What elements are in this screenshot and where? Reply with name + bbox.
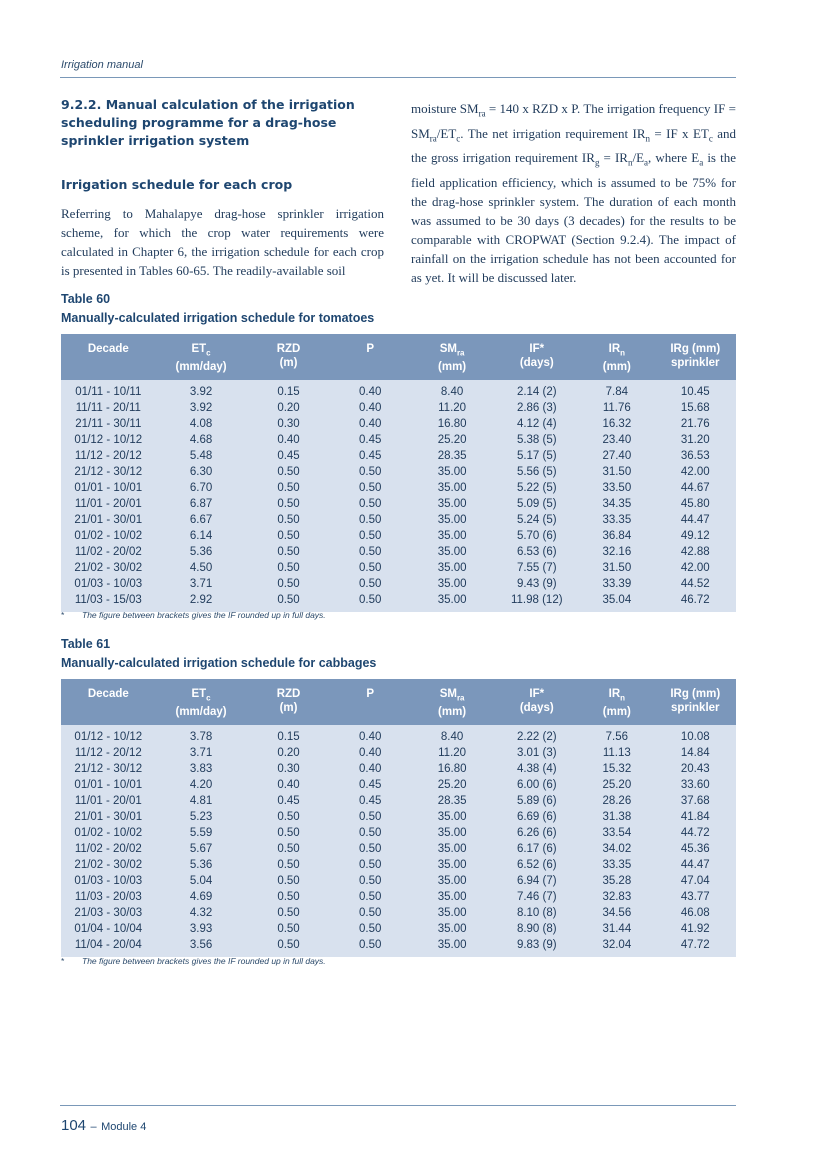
table-cell: 42.00 xyxy=(654,560,736,576)
table-cell: 9.83 (9) xyxy=(494,937,579,957)
table-cell: 3.92 xyxy=(156,380,247,400)
table-cell: 11/12 - 20/12 xyxy=(61,448,156,464)
table-cell: 14.84 xyxy=(654,745,736,761)
table-row xyxy=(61,400,736,416)
table-cell: 01/03 - 10/03 xyxy=(61,576,156,592)
table-cell: 35.04 xyxy=(579,592,654,612)
table-cell: 35.00 xyxy=(410,592,494,612)
column-header: $IR_n$ (mm) xyxy=(579,334,654,380)
table-61-label: Table 61 xyxy=(61,637,111,651)
table-cell: 5.36 xyxy=(156,544,247,560)
table-cell: 01/02 - 10/02 xyxy=(61,825,156,841)
table-cell: 35.00 xyxy=(410,464,494,480)
table-row xyxy=(61,921,736,937)
table-cell: 21/11 - 30/11 xyxy=(61,416,156,432)
table-body xyxy=(61,725,736,957)
table-row xyxy=(61,496,736,512)
table-cell: 0.20 xyxy=(246,745,330,761)
table-row xyxy=(61,841,736,857)
table-body xyxy=(61,380,736,612)
page-number: 104 xyxy=(61,1117,87,1134)
table-cell: 0.50 xyxy=(246,560,330,576)
table-cell: 0.50 xyxy=(331,841,410,857)
column-header: P xyxy=(331,334,410,380)
table-cell: 49.12 xyxy=(654,528,736,544)
table-cell: 11.20 xyxy=(410,400,494,416)
table-cell: 6.94 (7) xyxy=(494,873,579,889)
table-row xyxy=(61,576,736,592)
header-rule xyxy=(60,77,736,78)
table-cell: 35.28 xyxy=(579,873,654,889)
left-paragraph: Referring to Mahalapye drag-hose sprinkler irrigation scheme, for which the crop water requirements were calculated in Chapter 6, the irrigation schedule for each crop is presented in Tables 60-65. The readily-available soil xyxy=(61,206,384,278)
table-cell: 0.50 xyxy=(246,496,330,512)
table-cell: 3.01 (3) xyxy=(494,745,579,761)
table-60-block xyxy=(61,290,736,612)
table-cell: 5.59 xyxy=(156,825,247,841)
table-cell: 43.77 xyxy=(654,889,736,905)
column-header: $ET_c$ (mm/day) xyxy=(156,334,247,380)
column-header: P xyxy=(331,679,410,725)
table-cell: 0.45 xyxy=(331,777,410,793)
table-60-label: Table 60 xyxy=(61,292,111,306)
table-row xyxy=(61,560,736,576)
table-cell: 6.14 xyxy=(156,528,247,544)
right-column xyxy=(411,99,736,287)
table-row xyxy=(61,937,736,957)
column-header: $SM_{ra}$ (mm) xyxy=(410,334,494,380)
table-cell: 0.40 xyxy=(331,416,410,432)
table-cell: 0.40 xyxy=(331,725,410,745)
table-cell: 6.17 (6) xyxy=(494,841,579,857)
table-cell: 5.23 xyxy=(156,809,247,825)
table-cell: 35.00 xyxy=(410,576,494,592)
table-cell: 2.86 (3) xyxy=(494,400,579,416)
table-cell: 32.04 xyxy=(579,937,654,957)
table-cell: 44.72 xyxy=(654,825,736,841)
table-row xyxy=(61,905,736,921)
table-row xyxy=(61,544,736,560)
table-header-row xyxy=(61,334,736,380)
table-cell: 0.50 xyxy=(331,464,410,480)
table-cell: 3.71 xyxy=(156,576,247,592)
table-cell: 3.83 xyxy=(156,761,247,777)
column-header: $IR_n$ (mm) xyxy=(579,679,654,725)
table-cell: 16.32 xyxy=(579,416,654,432)
table-cell: 27.40 xyxy=(579,448,654,464)
table-cell: 31.38 xyxy=(579,809,654,825)
table-61-block xyxy=(61,635,736,957)
table-cell: 5.70 (6) xyxy=(494,528,579,544)
table-cell: 11/02 - 20/02 xyxy=(61,841,156,857)
table-cell: 28.35 xyxy=(410,448,494,464)
table-cell: 11/01 - 20/01 xyxy=(61,793,156,809)
table-cell: 5.67 xyxy=(156,841,247,857)
column-header: IF* (days) xyxy=(494,679,579,725)
table-row xyxy=(61,761,736,777)
table-cell: 34.02 xyxy=(579,841,654,857)
table-cell: 0.50 xyxy=(331,512,410,528)
table-cell: 4.12 (4) xyxy=(494,416,579,432)
table-row xyxy=(61,809,736,825)
table-cell: 33.50 xyxy=(579,480,654,496)
table-cell: 21/01 - 30/01 xyxy=(61,809,156,825)
section-heading: 9.2.2. Manual calculation of the irrigation scheduling programme for a drag-hose sprinkler irrigation system xyxy=(61,97,355,148)
table-cell: 35.00 xyxy=(410,937,494,957)
table-cell: 35.00 xyxy=(410,560,494,576)
table-cell: 10.45 xyxy=(654,380,736,400)
column-header: IRg (mm) sprinkler xyxy=(654,679,736,725)
column-header: IF* (days) xyxy=(494,334,579,380)
table-cell: 11/03 - 20/03 xyxy=(61,889,156,905)
table-cell: 42.88 xyxy=(654,544,736,560)
table-cell: 0.40 xyxy=(331,400,410,416)
table-cell: 0.50 xyxy=(331,937,410,957)
table-cell: 35.00 xyxy=(410,809,494,825)
column-header: RZD (m) xyxy=(246,679,330,725)
table-cell: 21/12 - 30/12 xyxy=(61,761,156,777)
table-cell: 11/03 - 15/03 xyxy=(61,592,156,612)
table-cell: 25.20 xyxy=(410,432,494,448)
table-cell: 35.00 xyxy=(410,512,494,528)
table-cell: 16.80 xyxy=(410,761,494,777)
table-cell: 47.04 xyxy=(654,873,736,889)
table-cell: 42.00 xyxy=(654,464,736,480)
table-cell: 0.50 xyxy=(246,937,330,957)
left-column xyxy=(61,96,384,280)
table-cell: 0.50 xyxy=(246,873,330,889)
table-row xyxy=(61,857,736,873)
table-cell: 37.68 xyxy=(654,793,736,809)
table-cell: 35.00 xyxy=(410,528,494,544)
table-cell: 0.50 xyxy=(331,592,410,612)
table-cell: 6.00 (6) xyxy=(494,777,579,793)
table-cell: 0.45 xyxy=(246,448,330,464)
table-row xyxy=(61,873,736,889)
table-cell: 0.50 xyxy=(246,576,330,592)
table-cell: 0.50 xyxy=(331,576,410,592)
table-cell: 0.40 xyxy=(331,380,410,400)
table-61 xyxy=(61,679,736,957)
table-cell: 0.50 xyxy=(246,544,330,560)
table-cell: 01/01 - 10/01 xyxy=(61,480,156,496)
table-cell: 4.50 xyxy=(156,560,247,576)
table-cell: 4.08 xyxy=(156,416,247,432)
table-cell: 21.76 xyxy=(654,416,736,432)
table-cell: 35.00 xyxy=(410,496,494,512)
table-cell: 11.13 xyxy=(579,745,654,761)
table-cell: 0.50 xyxy=(246,841,330,857)
table-row xyxy=(61,745,736,761)
table-cell: 23.40 xyxy=(579,432,654,448)
table-cell: 28.26 xyxy=(579,793,654,809)
table-cell: 35.00 xyxy=(410,825,494,841)
table-cell: 33.39 xyxy=(579,576,654,592)
table-cell: 0.50 xyxy=(331,560,410,576)
table-cell: 6.69 (6) xyxy=(494,809,579,825)
column-header: Decade xyxy=(61,679,156,725)
table-cell: 01/12 - 10/12 xyxy=(61,725,156,745)
table-cell: 7.55 (7) xyxy=(494,560,579,576)
table-cell: 44.47 xyxy=(654,512,736,528)
table-cell: 6.70 xyxy=(156,480,247,496)
table-cell: 45.80 xyxy=(654,496,736,512)
table-cell: 21/01 - 30/01 xyxy=(61,512,156,528)
table-cell: 44.52 xyxy=(654,576,736,592)
table-cell: 0.40 xyxy=(331,761,410,777)
table-cell: 8.40 xyxy=(410,380,494,400)
table-row xyxy=(61,793,736,809)
table-cell: 8.10 (8) xyxy=(494,905,579,921)
table-cell: 5.24 (5) xyxy=(494,512,579,528)
table-cell: 4.81 xyxy=(156,793,247,809)
table-cell: 3.71 xyxy=(156,745,247,761)
table-cell: 0.50 xyxy=(246,857,330,873)
table-61-footnote: * The figure between brackets gives the IF rounded up in full days. xyxy=(61,956,326,966)
table-cell: 0.50 xyxy=(246,512,330,528)
table-60 xyxy=(61,334,736,612)
table-cell: 01/02 - 10/02 xyxy=(61,528,156,544)
table-cell: 0.50 xyxy=(331,873,410,889)
table-cell: 15.68 xyxy=(654,400,736,416)
table-row xyxy=(61,825,736,841)
table-cell: 0.50 xyxy=(331,544,410,560)
column-header: $SM_{ra}$ (mm) xyxy=(410,679,494,725)
table-cell: 4.38 (4) xyxy=(494,761,579,777)
table-cell: 45.36 xyxy=(654,841,736,857)
table-cell: 33.54 xyxy=(579,825,654,841)
footer-module: Module 4 xyxy=(101,1121,147,1133)
table-cell: 16.80 xyxy=(410,416,494,432)
table-cell: 36.53 xyxy=(654,448,736,464)
table-cell: 3.92 xyxy=(156,400,247,416)
table-cell: 28.35 xyxy=(410,793,494,809)
table-cell: 5.56 (5) xyxy=(494,464,579,480)
table-cell: 0.45 xyxy=(246,793,330,809)
table-cell: 6.53 (6) xyxy=(494,544,579,560)
table-row xyxy=(61,448,736,464)
table-cell: 32.16 xyxy=(579,544,654,560)
page-footer xyxy=(61,1117,146,1135)
column-header: RZD (m) xyxy=(246,334,330,380)
table-cell: 11/04 - 20/04 xyxy=(61,937,156,957)
table-cell: 0.50 xyxy=(331,889,410,905)
table-cell: 0.50 xyxy=(331,921,410,937)
table-cell: 5.17 (5) xyxy=(494,448,579,464)
table-60-footnote: * The figure between brackets gives the IF rounded up in full days. xyxy=(61,610,326,620)
sub-heading: Irrigation schedule for each crop xyxy=(61,177,293,192)
table-cell: 11/01 - 20/01 xyxy=(61,496,156,512)
table-cell: 5.89 (6) xyxy=(494,793,579,809)
table-cell: 0.50 xyxy=(246,528,330,544)
table-cell: 0.30 xyxy=(246,416,330,432)
table-row xyxy=(61,464,736,480)
table-cell: 0.50 xyxy=(331,809,410,825)
table-cell: 0.50 xyxy=(331,825,410,841)
table-cell: 7.56 xyxy=(579,725,654,745)
table-cell: 0.40 xyxy=(246,432,330,448)
table-cell: 31.20 xyxy=(654,432,736,448)
table-cell: 0.50 xyxy=(246,921,330,937)
table-cell: 44.67 xyxy=(654,480,736,496)
table-cell: 35.00 xyxy=(410,544,494,560)
table-cell: 11/02 - 20/02 xyxy=(61,544,156,560)
table-cell: 35.00 xyxy=(410,921,494,937)
table-cell: 8.40 xyxy=(410,725,494,745)
table-cell: 15.32 xyxy=(579,761,654,777)
footer-rule xyxy=(60,1105,736,1106)
table-cell: 11.98 (12) xyxy=(494,592,579,612)
table-cell: 5.22 (5) xyxy=(494,480,579,496)
table-cell: 01/04 - 10/04 xyxy=(61,921,156,937)
table-cell: 0.50 xyxy=(246,480,330,496)
table-cell: 5.09 (5) xyxy=(494,496,579,512)
table-cell: 4.68 xyxy=(156,432,247,448)
table-row xyxy=(61,432,736,448)
footer-separator: – xyxy=(90,1121,97,1133)
table-cell: 3.56 xyxy=(156,937,247,957)
table-cell: 31.50 xyxy=(579,464,654,480)
table-cell: 6.26 (6) xyxy=(494,825,579,841)
table-cell: 0.45 xyxy=(331,448,410,464)
table-cell: 41.92 xyxy=(654,921,736,937)
table-cell: 46.08 xyxy=(654,905,736,921)
table-cell: 35.00 xyxy=(410,905,494,921)
table-row xyxy=(61,528,736,544)
table-cell: 35.00 xyxy=(410,857,494,873)
table-cell: 21/02 - 30/02 xyxy=(61,857,156,873)
table-cell: 0.40 xyxy=(246,777,330,793)
table-cell: 21/12 - 30/12 xyxy=(61,464,156,480)
table-cell: 31.44 xyxy=(579,921,654,937)
table-cell: 2.14 (2) xyxy=(494,380,579,400)
table-cell: 33.35 xyxy=(579,857,654,873)
table-cell: 25.20 xyxy=(579,777,654,793)
table-row xyxy=(61,725,736,745)
column-header: Decade xyxy=(61,334,156,380)
table-cell: 0.20 xyxy=(246,400,330,416)
column-header: IRg (mm) sprinkler xyxy=(654,334,736,380)
table-cell: 4.69 xyxy=(156,889,247,905)
table-cell: 7.84 xyxy=(579,380,654,400)
table-cell: 0.15 xyxy=(246,725,330,745)
table-cell: 0.15 xyxy=(246,380,330,400)
table-cell: 35.00 xyxy=(410,480,494,496)
table-cell: 2.92 xyxy=(156,592,247,612)
table-cell: 11.20 xyxy=(410,745,494,761)
table-cell: 34.56 xyxy=(579,905,654,921)
table-cell: 0.30 xyxy=(246,761,330,777)
table-row xyxy=(61,512,736,528)
table-61-caption: Manually-calculated irrigation schedule for cabbages xyxy=(61,656,377,670)
table-cell: 33.60 xyxy=(654,777,736,793)
table-cell: 21/02 - 30/02 xyxy=(61,560,156,576)
table-cell: 0.45 xyxy=(331,793,410,809)
table-row xyxy=(61,380,736,400)
column-header: $ET_c$ (mm/day) xyxy=(156,679,247,725)
table-row xyxy=(61,889,736,905)
table-cell: 5.36 xyxy=(156,857,247,873)
table-cell: 35.00 xyxy=(410,889,494,905)
table-cell: 25.20 xyxy=(410,777,494,793)
table-row xyxy=(61,777,736,793)
table-cell: 8.90 (8) xyxy=(494,921,579,937)
table-cell: 47.72 xyxy=(654,937,736,957)
table-60-caption: Manually-calculated irrigation schedule for tomatoes xyxy=(61,311,375,325)
table-cell: 10.08 xyxy=(654,725,736,745)
table-cell: 5.38 (5) xyxy=(494,432,579,448)
table-cell: 35.00 xyxy=(410,841,494,857)
table-cell: 9.43 (9) xyxy=(494,576,579,592)
table-cell: 0.50 xyxy=(331,528,410,544)
table-cell: 6.52 (6) xyxy=(494,857,579,873)
table-cell: 6.67 xyxy=(156,512,247,528)
table-cell: 11/12 - 20/12 xyxy=(61,745,156,761)
table-cell: 0.50 xyxy=(246,809,330,825)
table-cell: 11/11 - 20/11 xyxy=(61,400,156,416)
table-cell: 7.46 (7) xyxy=(494,889,579,905)
table-cell: 01/12 - 10/12 xyxy=(61,432,156,448)
table-cell: 0.50 xyxy=(246,464,330,480)
table-cell: 31.50 xyxy=(579,560,654,576)
table-cell: 01/11 - 10/11 xyxy=(61,380,156,400)
table-cell: 33.35 xyxy=(579,512,654,528)
table-cell: 20.43 xyxy=(654,761,736,777)
table-cell: 0.50 xyxy=(331,480,410,496)
table-cell: 5.48 xyxy=(156,448,247,464)
table-cell: 46.72 xyxy=(654,592,736,612)
table-cell: 3.78 xyxy=(156,725,247,745)
table-header-row xyxy=(61,679,736,725)
table-cell: 21/03 - 30/03 xyxy=(61,905,156,921)
table-cell: 0.45 xyxy=(331,432,410,448)
table-cell: 32.83 xyxy=(579,889,654,905)
table-cell: 5.04 xyxy=(156,873,247,889)
table-cell: 34.35 xyxy=(579,496,654,512)
table-cell: 35.00 xyxy=(410,873,494,889)
table-cell: 0.50 xyxy=(331,857,410,873)
table-cell: 6.87 xyxy=(156,496,247,512)
table-cell: 36.84 xyxy=(579,528,654,544)
table-cell: 0.50 xyxy=(246,592,330,612)
table-cell: 2.22 (2) xyxy=(494,725,579,745)
table-cell: 0.40 xyxy=(331,745,410,761)
table-cell: 0.50 xyxy=(331,905,410,921)
table-row xyxy=(61,416,736,432)
table-cell: 4.20 xyxy=(156,777,247,793)
running-header: Irrigation manual xyxy=(61,59,143,71)
table-cell: 6.30 xyxy=(156,464,247,480)
right-paragraph: moisture $SM_{ra} = 140$ x RZD x P. The irrigation frequency IF = $SM_{ra}/ET_c$. The net irrigation requirement $IR_n$ = IF x $ET_c$ and the gross irrigation requirement $IR_g = IR_n/E_a$, where $E_a$ is the field application efficiency, which is assumed to be 75% for the drag-hose sprinkler system. The duration of each month was assumed to be 30 days (3 decades) for the results to be comparable with CROPWAT (Section 9.2.4). The impact of rainfall on the irrigation schedule has not been accounted for as yet. It will be discussed later. xyxy=(411,101,736,285)
table-cell: 0.50 xyxy=(246,825,330,841)
table-cell: 0.50 xyxy=(246,905,330,921)
table-cell: 44.47 xyxy=(654,857,736,873)
table-cell: 01/01 - 10/01 xyxy=(61,777,156,793)
table-cell: 0.50 xyxy=(246,889,330,905)
table-row xyxy=(61,480,736,496)
table-cell: 4.32 xyxy=(156,905,247,921)
table-cell: 01/03 - 10/03 xyxy=(61,873,156,889)
table-cell: 0.50 xyxy=(331,496,410,512)
table-cell: 41.84 xyxy=(654,809,736,825)
table-cell: 11.76 xyxy=(579,400,654,416)
table-cell: 3.93 xyxy=(156,921,247,937)
